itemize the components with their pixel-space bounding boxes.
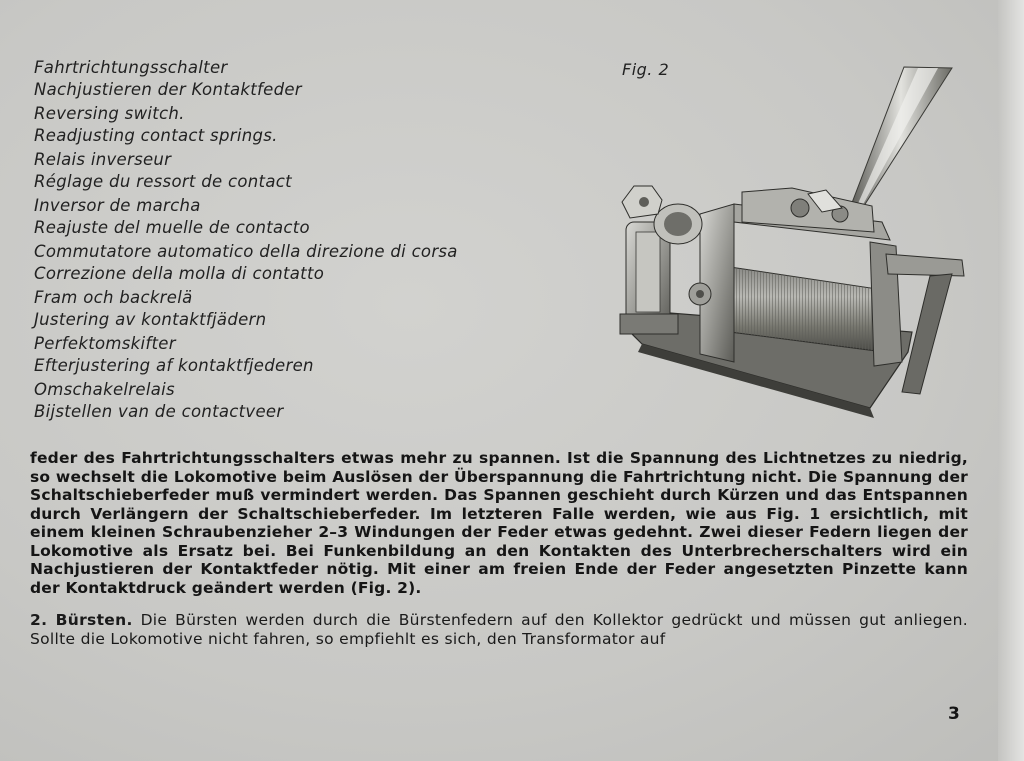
page-edge [998, 0, 1024, 761]
caption-subtitle: Bijstellen van de contactveer [34, 402, 284, 421]
paragraph-brushes [30, 611, 968, 649]
section-heading-brushes: 2. Bürsten. [30, 611, 133, 629]
caption-subtitle: Justering av kontaktfjädern [34, 310, 267, 329]
caption-danish [34, 333, 554, 377]
multilingual-caption-block [34, 57, 554, 425]
solenoid-post [620, 186, 702, 334]
caption-french [34, 149, 554, 193]
caption-title: Perfektomskifter [34, 334, 176, 353]
caption-subtitle: Reajuste del muelle de contacto [34, 218, 310, 237]
caption-title: Fram och backrelä [34, 288, 193, 307]
caption-swedish [34, 287, 554, 331]
tweezers-icon [850, 67, 952, 212]
caption-title: Fahrtrichtungsschalter [34, 58, 228, 77]
page-number: 3 [948, 704, 960, 724]
caption-subtitle: Correzione della molla di contatto [34, 264, 325, 283]
paragraph-brushes-text: Die Bürsten werden durch die Bürstenfedern auf den Kollektor gedrückt und müssen gut anliegen. Sollte die Lokomotive nicht fahren, so empfiehlt es sich, den Transformator auf [30, 611, 968, 648]
caption-title: Commutatore automatico della direzione di corsa [34, 242, 458, 261]
caption-spanish [34, 195, 554, 239]
caption-italian [34, 241, 554, 285]
body-text [30, 449, 968, 649]
caption-subtitle: Nachjustieren der Kontaktfeder [34, 80, 302, 99]
figure-label: Fig. 2 [622, 60, 670, 79]
caption-german [34, 57, 554, 101]
caption-subtitle: Readjusting contact springs. [34, 126, 278, 145]
caption-subtitle: Réglage du ressort de contact [34, 172, 292, 191]
paragraph-adjustment: feder des Fahrtrichtungsschalters etwas mehr zu spannen. Ist die Spannung des Lichtnetzes zu niedrig, so wechselt die Lokomotive beim Auslösen der Überspannung die Fahrtrichtung nicht. Die Spannung der Schaltschieberfeder muß vermindert werden. Das Spannen geschieht durch Kürzen und das Entspannen durch Verlängern der Schaltschieberfeder. Im letzteren Falle werden, wie aus Fig. 1 ersichtlich, mit einem kleinen Schraubenzieher 2–3 Windungen der Feder etwas gedehnt. Zwei dieser Federn liegen der Lokomotive als Ersatz bei. Bei Funkenbildung an den Kontakten des Unterbrecherschalters wird ein Nachjustieren der Kontaktfeder nötig. Mit einer am freien Ende der Feder angesetzten Pinzette kann der Kontaktdruck geändert werden (Fig. 2). [30, 449, 968, 597]
caption-title: Reversing switch. [34, 104, 185, 123]
relay-switch-illustration [612, 62, 972, 422]
caption-dutch [34, 379, 554, 423]
caption-title: Inversor de marcha [34, 196, 201, 215]
caption-title: Omschakelrelais [34, 380, 175, 399]
caption-subtitle: Efterjustering af kontaktfjederen [34, 356, 314, 375]
caption-english [34, 103, 554, 147]
caption-title: Relais inverseur [34, 150, 172, 169]
